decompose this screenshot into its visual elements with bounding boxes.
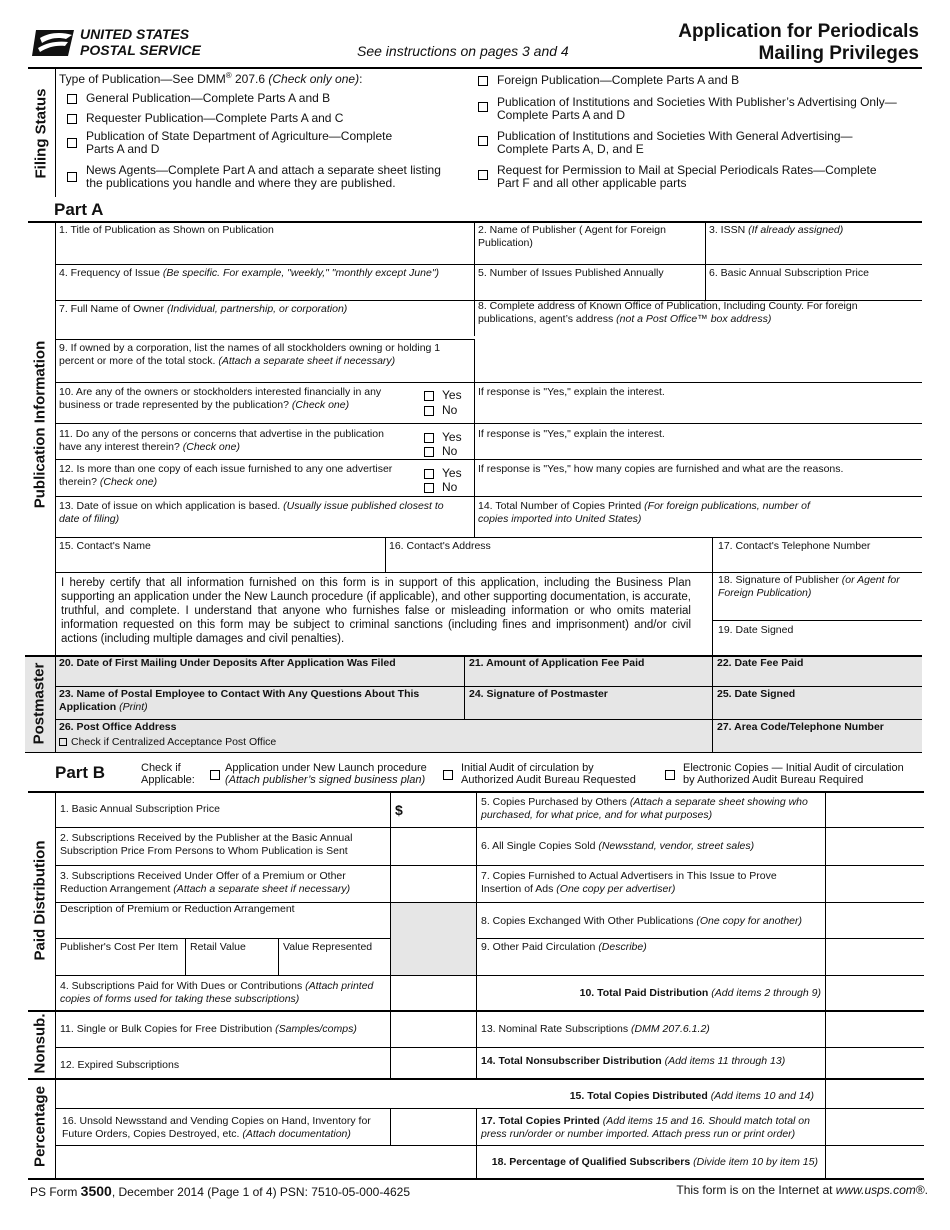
field-19-date-signed[interactable]: 19. Date Signed bbox=[718, 624, 794, 636]
field-11-advertiser-interest: 11. Do any of the persons or concerns that advertise in the publication have any interest therein? (Check one) bbox=[59, 428, 384, 453]
b-field-9-other-paid-circulation[interactable]: 9. Other Paid Circulation (Describe) bbox=[481, 941, 647, 953]
checkbox[interactable] bbox=[424, 433, 434, 443]
type-of-publication-heading: Type of Publication—See DMM® 207.6 (Check only one): bbox=[59, 71, 363, 86]
field-2-name-of-publisher[interactable]: 2. Name of Publisher ( Agent for Foreign Publication) bbox=[478, 224, 666, 249]
b-field-7-copies-to-advertisers[interactable]: 7. Copies Furnished to Actual Advertisers in This Issue to Prove Insertion of Ads (One copy per advertiser) bbox=[481, 870, 777, 895]
field-13-date-of-issue[interactable]: 13. Date of issue on which application is based. (Usually issue published closest to date of filing) bbox=[59, 500, 444, 525]
field-23-postal-employee-contact[interactable]: 23. Name of Postal Employee to Contact With Any Questions About This Application (Print) bbox=[59, 688, 420, 713]
field-27-area-code-telephone[interactable]: 27. Area Code/Telephone Number bbox=[717, 721, 884, 733]
option-institutions-general-advertising[interactable]: Publication of Institutions and Societies With General Advertising—Complete Parts A, D, and E bbox=[478, 130, 898, 156]
checkbox[interactable] bbox=[67, 138, 77, 148]
field-7-full-name-of-owner[interactable]: 7. Full Name of Owner (Individual, partnership, or corporation) bbox=[59, 303, 348, 315]
value-represented[interactable]: Value Represented bbox=[283, 941, 373, 953]
b-field-16-unsold-copies[interactable]: 16. Unsold Newsstand and Vending Copies on Hand, Inventory for Future Orders, Copies Destroyed, etc. (Attach documentation) bbox=[62, 1115, 371, 1140]
field-21-application-fee-paid[interactable]: 21. Amount of Application Fee Paid bbox=[469, 657, 645, 669]
checkbox[interactable] bbox=[478, 136, 488, 146]
checkbox[interactable] bbox=[478, 76, 488, 86]
b-field-3-premium-subscriptions[interactable]: 3. Subscriptions Received Under Offer of a Premium or Other Reduction Arrangement (Attach a separate sheet if necessary) bbox=[60, 870, 351, 895]
part-a-title: Part A bbox=[54, 200, 104, 219]
publishers-cost-per-item[interactable]: Publisher's Cost Per Item bbox=[60, 941, 179, 953]
option-institutions-publisher-advertising[interactable]: Publication of Institutions and Societies With Publisher’s Advertising Only—Complete Parts A and D bbox=[478, 96, 898, 122]
field-1-title-of-publication[interactable]: 1. Title of Publication as Shown on Publication bbox=[59, 224, 274, 236]
check-if-applicable-label: Check if Applicable: bbox=[141, 762, 195, 786]
field-14-total-copies-printed[interactable]: 14. Total Number of Copies Printed (For foreign publications, number of copies imported into United States) bbox=[478, 500, 810, 525]
usps-logo bbox=[32, 26, 76, 58]
checkbox[interactable] bbox=[67, 94, 77, 104]
checkbox[interactable] bbox=[424, 447, 434, 457]
filing-status-label: Filing Status bbox=[32, 88, 50, 179]
b-field-8-copies-exchanged[interactable]: 8. Copies Exchanged With Other Publications (One copy for another) bbox=[481, 915, 803, 927]
checkbox[interactable] bbox=[210, 770, 220, 780]
checkbox[interactable] bbox=[665, 770, 675, 780]
field-12-explain[interactable]: If response is "Yes," how many copies are furnished and what are the reasons. bbox=[478, 463, 844, 475]
b-field-6-single-copies-sold[interactable]: 6. All Single Copies Sold (Newsstand, vendor, street sales) bbox=[481, 840, 755, 852]
field-10-no-option[interactable]: No bbox=[424, 403, 457, 417]
usps-website-link[interactable]: www.usps.com bbox=[835, 1183, 916, 1197]
checkbox[interactable] bbox=[424, 406, 434, 416]
checkbox[interactable] bbox=[424, 483, 434, 493]
percentage-label: Percentage bbox=[31, 1086, 49, 1167]
postmaster-label: Postmaster bbox=[30, 662, 48, 745]
checkbox[interactable] bbox=[67, 114, 77, 124]
field-11-yes-option[interactable]: Yes bbox=[424, 430, 462, 444]
premium-description[interactable]: Description of Premium or Reduction Arrangement bbox=[60, 903, 295, 915]
field-20-date-first-mailing[interactable]: 20. Date of First Mailing Under Deposits After Application Was Filed bbox=[59, 657, 396, 669]
b-field-15-total-copies-distributed[interactable]: 15. Total Copies Distributed (Add items 10 and 14) bbox=[569, 1090, 814, 1102]
b-field-17-total-copies-printed[interactable]: 17. Total Copies Printed (Add items 15 and 16. Should match total on press run/order or number imported. Attach press run or print order) bbox=[481, 1115, 810, 1140]
b-field-12-expired-subscriptions[interactable]: 12. Expired Subscriptions bbox=[60, 1059, 180, 1071]
option-news-agents[interactable]: News Agents—Complete Part A and attach a separate sheet listing the publications you handle and where they are published. bbox=[67, 164, 457, 190]
internet-notice: This form is on the Internet at www.usps.com®. bbox=[676, 1183, 928, 1197]
checkbox[interactable] bbox=[424, 391, 434, 401]
field-16-contact-address[interactable]: 16. Contact's Address bbox=[389, 540, 491, 552]
b-field-4-subscriptions-dues[interactable]: 4. Subscriptions Paid for With Dues or Contributions (Attach printed copies of forms used for taking these subscriptions) bbox=[60, 980, 374, 1005]
form-title-line1: Application for Periodicals bbox=[678, 21, 919, 42]
field-11-no-option[interactable]: No bbox=[424, 444, 457, 458]
field-22-date-fee-paid[interactable]: 22. Date Fee Paid bbox=[717, 657, 804, 669]
instructions-note: See instructions on pages 3 and 4 bbox=[357, 43, 569, 59]
field-5-issues-published-annually[interactable]: 5. Number of Issues Published Annually bbox=[478, 267, 664, 279]
checkbox[interactable] bbox=[67, 172, 77, 182]
paid-distribution-label: Paid Distribution bbox=[31, 840, 49, 961]
b-field-13-nominal-rate-subscriptions[interactable]: 13. Nominal Rate Subscriptions (DMM 207.6.1.2) bbox=[481, 1023, 710, 1035]
checkbox[interactable] bbox=[478, 170, 488, 180]
field-17-contact-telephone[interactable]: 17. Contact's Telephone Number bbox=[718, 540, 871, 552]
checkbox[interactable] bbox=[478, 102, 488, 112]
agency-name-line2: POSTAL SERVICE bbox=[80, 42, 201, 58]
option-foreign-publication[interactable]: Foreign Publication—Complete Parts A and B bbox=[478, 74, 918, 87]
b-field-10-total-paid-distribution[interactable]: 10. Total Paid Distribution (Add items 2 through 9) bbox=[579, 987, 821, 999]
form-title-line2: Mailing Privileges bbox=[758, 43, 919, 64]
initial-audit-checkbox[interactable] bbox=[443, 769, 453, 781]
form-identifier: PS Form 3500, December 2014 (Page 1 of 4) PSN: 7510-05-000-4625 bbox=[30, 1183, 411, 1199]
option-requester-publication[interactable]: Requester Publication—Complete Parts A and C bbox=[67, 112, 457, 125]
agency-name-line1: UNITED STATES bbox=[80, 26, 190, 42]
b-field-18-percentage-qualified-subscribers[interactable]: 18. Percentage of Qualified Subscribers (Divide item 10 by item 15) bbox=[491, 1156, 818, 1168]
retail-value[interactable]: Retail Value bbox=[190, 941, 246, 953]
field-25-date-signed[interactable]: 25. Date Signed bbox=[717, 688, 796, 700]
field-9-stockholders[interactable]: 9. If owned by a corporation, list the names of all stockholders owning or holding 1 percent or more of the total stock. (Attach a separate sheet if necessary) bbox=[59, 342, 441, 367]
electronic-copies-checkbox[interactable] bbox=[665, 769, 675, 781]
checkbox[interactable] bbox=[443, 770, 453, 780]
b-field-11-free-distribution[interactable]: 11. Single or Bulk Copies for Free Distribution (Samples/comps) bbox=[60, 1023, 357, 1035]
dollar-sign: $ bbox=[395, 802, 403, 818]
option-state-dept-agriculture[interactable]: Publication of State Department of Agriculture—Complete Parts A and D bbox=[67, 130, 417, 156]
field-26-post-office-address[interactable]: 26. Post Office Address bbox=[59, 721, 177, 733]
field-18-signature-of-publisher[interactable]: 18. Signature of Publisher (or Agent for Foreign Publication) bbox=[718, 574, 900, 599]
field-26-centralized-acceptance-check[interactable]: Check if Centralized Acceptance Post Office bbox=[59, 736, 459, 749]
nonsub-label: Nonsub. bbox=[31, 1013, 49, 1074]
field-11-explain[interactable]: If response is "Yes," explain the interest. bbox=[478, 428, 665, 440]
b-field-14-total-nonsubscriber-distribution[interactable]: 14. Total Nonsubscriber Distribution (Add items 11 through 13) bbox=[481, 1055, 786, 1067]
field-12-multiple-copies: 12. Is more than one copy of each issue furnished to any one advertiser therein? (Check one) bbox=[59, 463, 393, 488]
electronic-copies-option: Electronic Copies — Initial Audit of circulation by Authorized Audit Bureau Required bbox=[683, 762, 904, 786]
b-field-1-basic-annual-subscription-price[interactable]: 1. Basic Annual Subscription Price bbox=[60, 803, 220, 815]
part-b-title: Part B bbox=[55, 763, 106, 782]
field-10-explain[interactable]: If response is "Yes," explain the interest. bbox=[478, 386, 665, 398]
new-launch-option: Application under New Launch procedure (Attach publisher’s signed business plan) bbox=[225, 762, 427, 786]
field-4-frequency-of-issue[interactable]: 4. Frequency of Issue (Be specific. For example, "weekly," "monthly except June") bbox=[59, 267, 440, 279]
field-12-yes-option[interactable]: Yes bbox=[424, 466, 462, 480]
checkbox[interactable] bbox=[59, 738, 67, 746]
field-24-signature-of-postmaster[interactable]: 24. Signature of Postmaster bbox=[469, 688, 608, 700]
b-field-2-subscriptions-basic-price[interactable]: 2. Subscriptions Received by the Publisher at the Basic Annual Subscription Price From Persons to Whom Publication is Sent bbox=[60, 832, 353, 857]
eagle-logo-icon bbox=[32, 26, 76, 58]
field-3-issn[interactable]: 3. ISSN (If already assigned) bbox=[709, 224, 844, 236]
field-6-basic-annual-subscription-price[interactable]: 6. Basic Annual Subscription Price bbox=[709, 267, 869, 279]
option-special-rates-permission[interactable]: Request for Permission to Mail at Special Periodicals Rates—Complete Part F and all other applicable parts bbox=[478, 164, 898, 190]
initial-audit-option: Initial Audit of circulation by Authorized Audit Bureau Requested bbox=[461, 762, 636, 786]
field-8-office-of-publication-address[interactable]: 8. Complete address of Known Office of Publication, Including County. For foreign publications, agent’s address (not a Post Office™ box address) bbox=[478, 300, 858, 325]
new-launch-checkbox[interactable] bbox=[210, 769, 220, 781]
b-field-5-copies-purchased-by-others[interactable]: 5. Copies Purchased by Others (Attach a separate sheet showing who purchased, for what price, and for what purposes) bbox=[481, 796, 808, 821]
checkbox[interactable] bbox=[424, 469, 434, 479]
field-10-yes-option[interactable]: Yes bbox=[424, 388, 462, 402]
publication-information-label: Publication Information bbox=[31, 340, 49, 509]
field-10-financial-interest: 10. Are any of the owners or stockholders interested financially in any business or trade represented by the publication? (Check one) bbox=[59, 386, 382, 411]
field-15-contact-name[interactable]: 15. Contact's Name bbox=[59, 540, 151, 552]
option-general-publication[interactable]: General Publication—Complete Parts A and B bbox=[67, 92, 457, 105]
field-12-no-option[interactable]: No bbox=[424, 480, 457, 494]
certification-statement: I hereby certify that all information furnished on this form is in support of this application, including the Business Plan supporting an application under the New Launch procedure (if applicable), and other supporting documentation, is accurate, truthful, and complete. I understand that anyone who furnishes false or misleading information or who omits material information requested on this form may be subject to criminal sanctions (including fines and imprisonment) and/or civil actions (including multiple damages and civil penalties). bbox=[61, 577, 691, 645]
